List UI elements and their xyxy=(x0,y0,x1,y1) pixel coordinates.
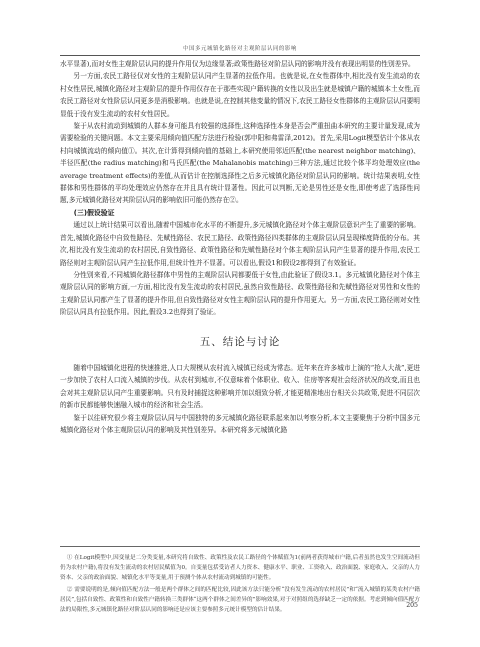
footnote: ① 在Logit模型中,因变量是二分类变量,本研究将自致性、政策性及农民工路径的个体赋值为1(前两者获得城市户籍,后者虽然也发生空间流动但仍为农村户籍),将没有发生流动的农村居民赋值为0。自变量包括受访者人力资本、健康水平、职业、工资收入、政治面貌、家庭收入、父亲的人力资本、父亲的政治面貌、城镇化水平等变量,用于预测个体从农村流动到城镇的可能性。 xyxy=(60,555,420,582)
section-title: 五、结论与讨论 xyxy=(199,335,281,348)
paragraph: 另一方面,农民工路径仅对女性的主观阶层认同产生显著的拉低作用。也就是说,在女性群体中,相比没有发生流动的农村女性居民,城镇化路径对主观阶层的提升作用仅存在于那些实现户籍转换的女性以及出生就是城镇户籍的城镇本土女性,而农民工路径对女性阶层认同更多是消极影响。也就是说,在控制其他变量的情况下,农民工路径女性群体的主观阶层认同要明显低于没有发生流动的农村女性居民。 xyxy=(60,72,420,118)
paragraph: 分性别来看,不同城镇化路径群体中男性的主观阶层认同都要低于女性,由此验证了假设3.1。多元城镇化路径对个体主观阶层认同的影响方面,一方面,相比没有发生流动的农村居民,虽然自致性路径、政策性路径和先赋性路径对男性和女性的主观阶层认同都产生了显著的提升作用,但自致性路径对女性主观阶层认同的提升作用更大。另一方面,农民工路径则对女性阶层认同具有拉低作用。因此,假设3.2也得到了验证。 xyxy=(60,271,420,317)
paragraph: 鉴于从农村流动到城镇的人群本身可能具有较强的选择性,这种选择性本身是否会严重扭曲本研究的主要计量发现,成为需要检验的关键问题。本文主要采用倾向值匹配方法进行检验(郭申阳和弗雷泽,2012)。首先,采用Logit模型估计个体从农村向城镇流动的倾向值①。其次,在计算得到倾向值的基础上,本研究使用邻近匹配(the nearest neighbor matching)、半径匹配(the radius matching)和马氏匹配(the Mahalanobis matching)三种方法,通过比较个体平均处理效应(the average treatment effects)的差值,从而估计在控制选择性之后多元城镇化路径对阶层认同的影响。统计结果表明,女性群体和男性群体的平均处理效应仍然存在并且具有统计显著性。因此可以判断,无论是男性还是女性,即使考虑了选择性问题,多元城镇化路径对其阶层认同的影响依旧可能仍然存在②。 xyxy=(60,121,420,205)
paragraph: 通过以上统计结果可以看出,随着中国城市化水平的不断提升,多元城镇化路径对个体主观阶层意识产生了重要的影响。首先,城镇化路径中自致性路径、先赋性路径、农民工路径、政策性路径四类群体的主观阶层认同呈现梯度降低的分布。其次,相比没有发生流动的农村居民,自致性路径、政策性路径和先赋性路径对个体主观阶层认同产生显著的提升作用,农民工路径则对主观阶层认同产生拉低作用,但统计性并不显著。可以看出,假设1和假设2都得到了有效验证。 xyxy=(60,221,420,267)
paragraph: 随着中国城镇化进程的快速推进,人口大规模从农村流入城镇已经成为常态。近年来在许多城市上演的“抢人大战”,更进一步加快了农村人口流入城镇的步伐。从农村到城市,不仅意味着个体职业、收入、住房等客观社会经济状况的改变,而且也会对其主观阶层认同产生重要影响。只有及时捕捉这种影响并加以细致分析,才能更精准地出台相关公共政策,促进不同层次的新市民都能够快速融入城市的经济和社会生活。 xyxy=(60,364,420,410)
subsection-heading: (三)假设验证 xyxy=(73,208,115,217)
paragraph: 鉴于以往研究很少将主观阶层认同与中国独特的多元城镇化路径联系起来加以考察分析,本文主要聚焦于分析中国多元城镇化路径对个体主观阶层认同的影响及其性别差异。本研究将多元城镇化路 xyxy=(60,413,420,434)
footnotes xyxy=(60,546,420,617)
footnote: ② 需要说明的是,倾向值匹配方法一般是两个群体之间的匹配比较,因此该方法只能分析“没有发生流动的农村居民”和“流入城镇的某类农村户籍居民”,包括自致性、政策性和自致性户籍转换三类群体“这两个群体之间差异的”影响效果,对于对照组的选择缺乏一定的依据。考虑到倾向值匹配方法的局限性,多元城镇化路径对阶层认同的影响还是应该主要参照多元统计模型的估计结果。 xyxy=(60,587,420,614)
paragraph: 水平显著),而对女性主观阶层认同的提升作用仅为边缘显著;政策性路径对阶层认同的影响并没有表现出明显的性别差异。 xyxy=(60,60,415,68)
body-text xyxy=(60,58,420,436)
page-number: 205 xyxy=(406,602,418,609)
running-head: 中国多元城镇化路径对主观阶层认同的影响 xyxy=(60,44,420,56)
